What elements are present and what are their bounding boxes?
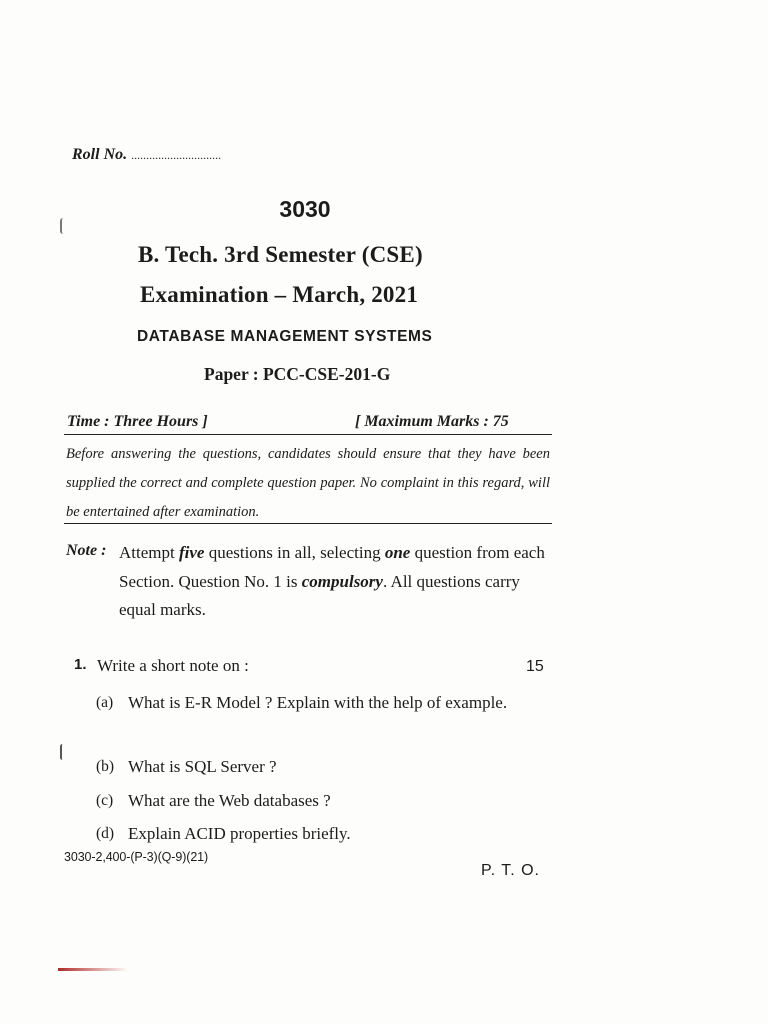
sub-question-a <box>96 689 552 716</box>
paper-number: Paper : PCC-CSE-201-G <box>204 364 391 384</box>
note-emphasis-one: one <box>384 543 411 562</box>
note-part: questions in all, selecting <box>204 543 385 562</box>
note-emphasis-five: five <box>178 543 205 562</box>
question-marks: 15 <box>526 658 544 675</box>
sub-question-b <box>96 753 552 780</box>
note-part: . All questions carry equal marks. <box>119 571 520 619</box>
sub-question-c <box>96 787 552 814</box>
footer-print-code: 3030-2,400-(P-3)(Q-9)(21) <box>64 850 209 864</box>
divider-bottom <box>64 523 552 524</box>
sub-question-d <box>96 820 552 847</box>
note-part: question from each Section. Question No. 1 is <box>119 543 545 591</box>
sub-question-text: What are the Web databases ? <box>128 791 331 810</box>
sub-question-label: (c) <box>96 792 114 809</box>
sub-question-label: (d) <box>96 825 115 842</box>
time-allowed: Time : Three Hours ] <box>67 413 208 430</box>
roll-number-line <box>72 146 221 164</box>
candidate-instructions: Before answering the questions, candidates should ensure that they have been supplied the correct and complete question paper. No complaint in this regard, will be entertained after examination. <box>66 446 550 520</box>
question-number: 1. <box>74 656 87 673</box>
exam-title: Examination – March, 2021 <box>140 282 419 307</box>
binding-mark <box>60 744 65 760</box>
note-label: Note : <box>66 542 107 559</box>
maximum-marks: [ Maximum Marks : 75 <box>355 413 509 430</box>
sub-question-text: What is SQL Server ? <box>128 757 277 776</box>
subject-title: DATABASE MANAGEMENT SYSTEMS <box>137 328 433 345</box>
divider-top <box>64 434 552 435</box>
degree-title: B. Tech. 3rd Semester (CSE) <box>138 242 423 267</box>
sub-question-text: Explain ACID properties briefly. <box>128 824 351 843</box>
roll-number-label: Roll No. <box>72 146 128 163</box>
roll-number-dots: .............................. <box>131 148 222 162</box>
sub-question-label: (b) <box>96 758 115 775</box>
sub-question-text: What is E-R Model ? Explain with the help of example. <box>128 693 508 712</box>
note-emphasis-compulsory: compulsory <box>301 571 383 591</box>
note-text <box>119 539 551 625</box>
note-part: Attempt <box>119 543 179 562</box>
please-turn-over: P. T. O. <box>481 862 540 879</box>
paper-code: 3030 <box>279 196 331 222</box>
question-heading: Write a short note on : <box>97 656 249 675</box>
sub-question-label: (a) <box>96 694 114 711</box>
page-edge-smudge <box>58 968 128 971</box>
